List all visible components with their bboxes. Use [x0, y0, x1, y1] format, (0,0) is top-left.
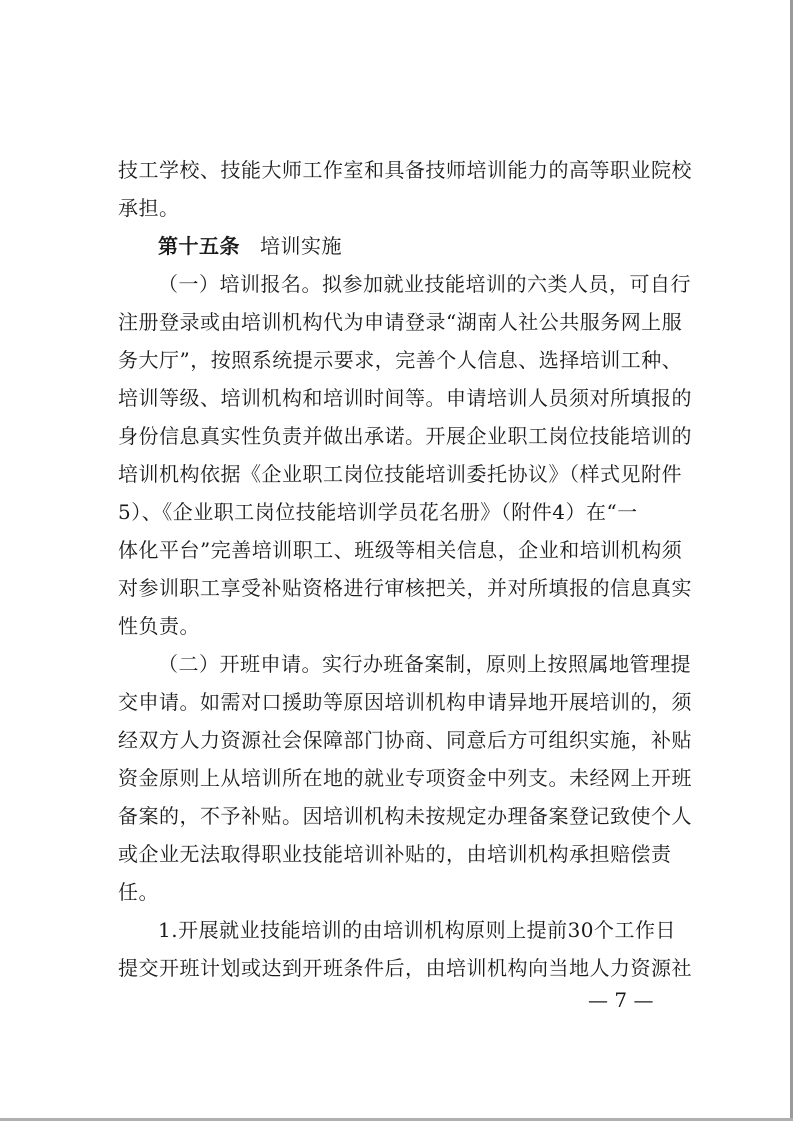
text-line: 或企业无法取得职业技能培训补贴的，由培训机构承担赔偿责 — [118, 842, 672, 866]
text-line: 提交开班计划或达到开班条件后，由培训机构向当地人力资源社 — [118, 956, 692, 980]
text-line: （一）培训报名。拟参加就业技能培训的六类人员，可自行 — [158, 272, 691, 296]
text-line: 1.开展就业技能培训的由培训机构原则上提前30个工作日 — [158, 918, 677, 942]
text-line: 交申请。如需对口援助等原因培训机构申请异地开展培训的，须 — [118, 690, 692, 714]
text-line: （二）开班申请。实行办班备案制，原则上按照属地管理提 — [158, 652, 691, 676]
text-line: 体化平台”完善培训职工、班级等相关信息，企业和培训机构须 — [118, 538, 683, 562]
text-line: 任。 — [118, 880, 159, 904]
text-line: 务大厅”，按照系统提示要求，完善个人信息、选择培训工种、 — [118, 348, 683, 372]
text-line: 5）、《企业职工岗位技能培训学员花名册》（附件4）在“一 — [118, 500, 638, 524]
article-title: 培训实施 — [260, 234, 342, 258]
text-line: 注册登录或由培训机构代为申请登录“湖南人社公共服务网上服 — [118, 310, 683, 334]
text-line: 经双方人力资源社会保障部门协商、同意后方可组织实施，补贴 — [118, 728, 692, 752]
text-line: 承担。 — [118, 196, 180, 220]
document-body — [118, 151, 692, 987]
text-line: 培训机构依据《企业职工岗位技能培训委托协议》（样式见附件 — [118, 462, 682, 486]
article-number: 第十五条 — [158, 234, 240, 258]
page-number: — 7 — — [588, 988, 654, 1012]
text-line: 资金原则上从培训所在地的就业专项资金中列支。未经网上开班 — [118, 766, 692, 790]
text-line: 身份信息真实性负责并做出承诺。开展企业职工岗位技能培训的 — [118, 424, 692, 448]
text-line: 性负责。 — [118, 614, 200, 638]
text-line: 技工学校、技能大师工作室和具备技师培训能力的高等职业院校 — [118, 158, 692, 182]
text-line: 培训等级、培训机构和培训时间等。申请培训人员须对所填报的 — [118, 386, 692, 410]
article-heading — [118, 227, 688, 265]
text-line: 备案的，不予补贴。因培训机构未按规定办理备案登记致使个人 — [118, 804, 692, 828]
text-line: 对参训职工享受补贴资格进行审核把关，并对所填报的信息真实 — [118, 576, 692, 600]
